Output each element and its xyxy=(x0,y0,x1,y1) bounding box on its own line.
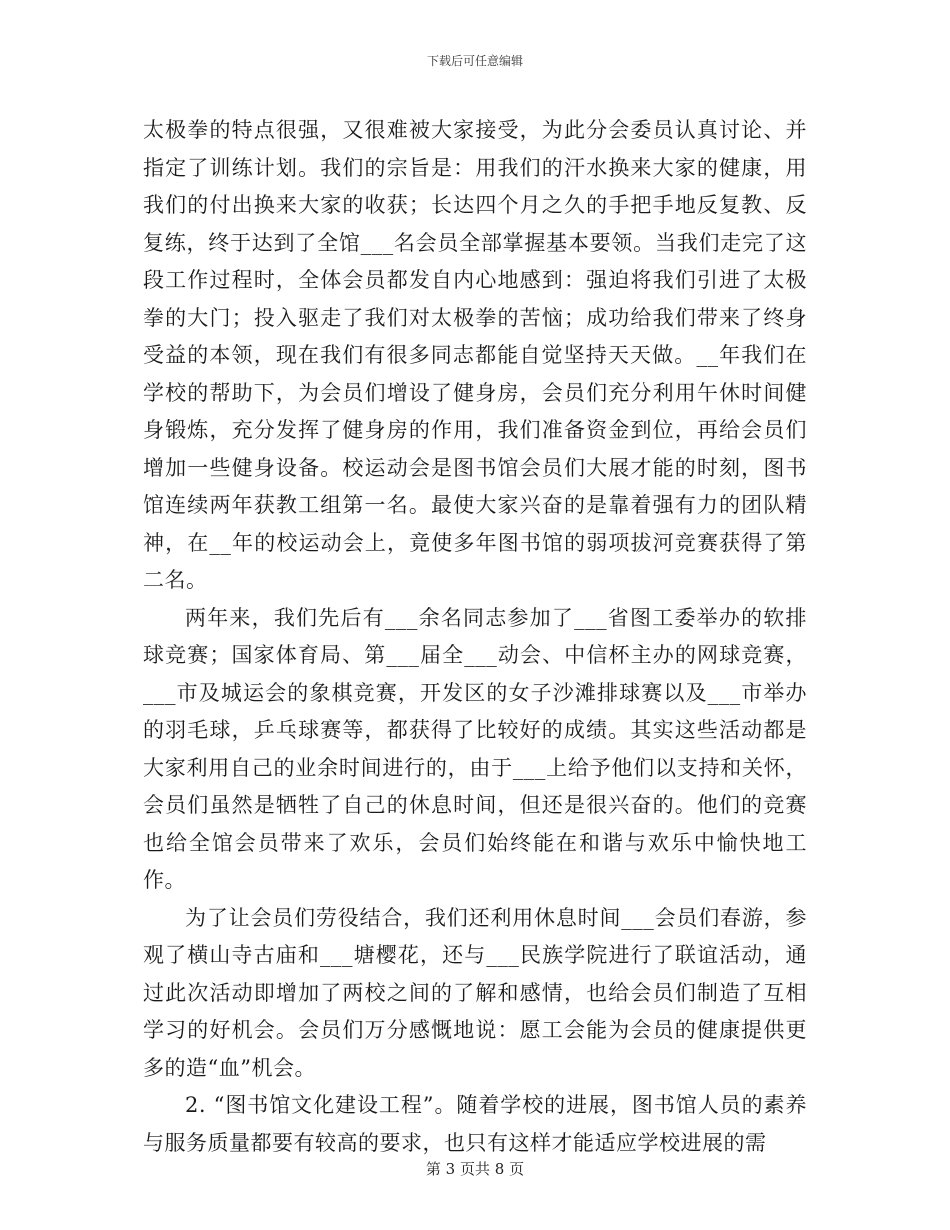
paragraph: 2. “图书馆文化建设工程”。随着学校的进展，图书馆人员的素养与服务质量都要有较高的要求，也只有这样才能适应学校进展的需 xyxy=(143,1093,807,1155)
paragraph: 两年来，我们先后有___余名同志参加了___省图工委举办的软排球竞赛；国家体育局、第___届全___动会、中信杯主办的网球竞赛，___市及城运会的象棋竞赛，开发区的女子沙滩排球赛以及___市举办的羽毛球，乒乓球赛等，都获得了比较好的成绩。其实这些活动都是大家利用自己的业余时间进行的，由于___上给予他们以支持和关怀，会员们虽然是牺牲了自己的休息时间，但还是很兴奋的。他们的竞赛也给全馆会员带来了欢乐，会员们始终能在和谐与欢乐中愉快地工作。 xyxy=(143,605,807,892)
page-header: 下载后可任意编辑 xyxy=(426,54,523,68)
document-body xyxy=(143,112,807,1162)
page-footer: 第 3 页共 8 页 xyxy=(425,1160,525,1178)
paragraph: 太极拳的特点很强，又很难被大家接受，为此分会委员认真讨论、并指定了训练计划。我们的宗旨是：用我们的汗水换来大家的健康，用我们的付出换来大家的收获；长达四个月之久的手把手地反复教、反复练，终于达到了全馆___名会员全部掌握基本要领。当我们走完了这段工作过程时，全体会员都发自内心地感到：强迫将我们引进了太极拳的大门；投入驱走了我们对太极拳的苦恼；成功给我们带来了终身受益的本领，现在我们有很多同志都能自觉坚持天天做。__年我们在学校的帮助下，为会员们增设了健身房，会员们充分利用午休时间健身锻炼，充分发挥了健身房的作用，我们准备资金到位，再给会员们增加一些健身设备。校运动会是图书馆会员们大展才能的时刻，图书馆连续两年获教工组第一名。最使大家兴奋的是靠着强有力的团队精神，在__年的校运动会上，竟使多年图书馆的弱项拔河竞赛获得了第二名。 xyxy=(143,118,807,592)
paragraph: 为了让会员们劳役结合，我们还利用休息时间___会员们春游，参观了横山寺古庙和___塘樱花，还与___民族学院进行了联谊活动，通过此次活动即增加了两校之间的了解和感情，也给会员们制造了互相学习的好机会。会员们万分感慨地说：愿工会能为会员的健康提供更多的造“血”机会。 xyxy=(143,905,807,1080)
